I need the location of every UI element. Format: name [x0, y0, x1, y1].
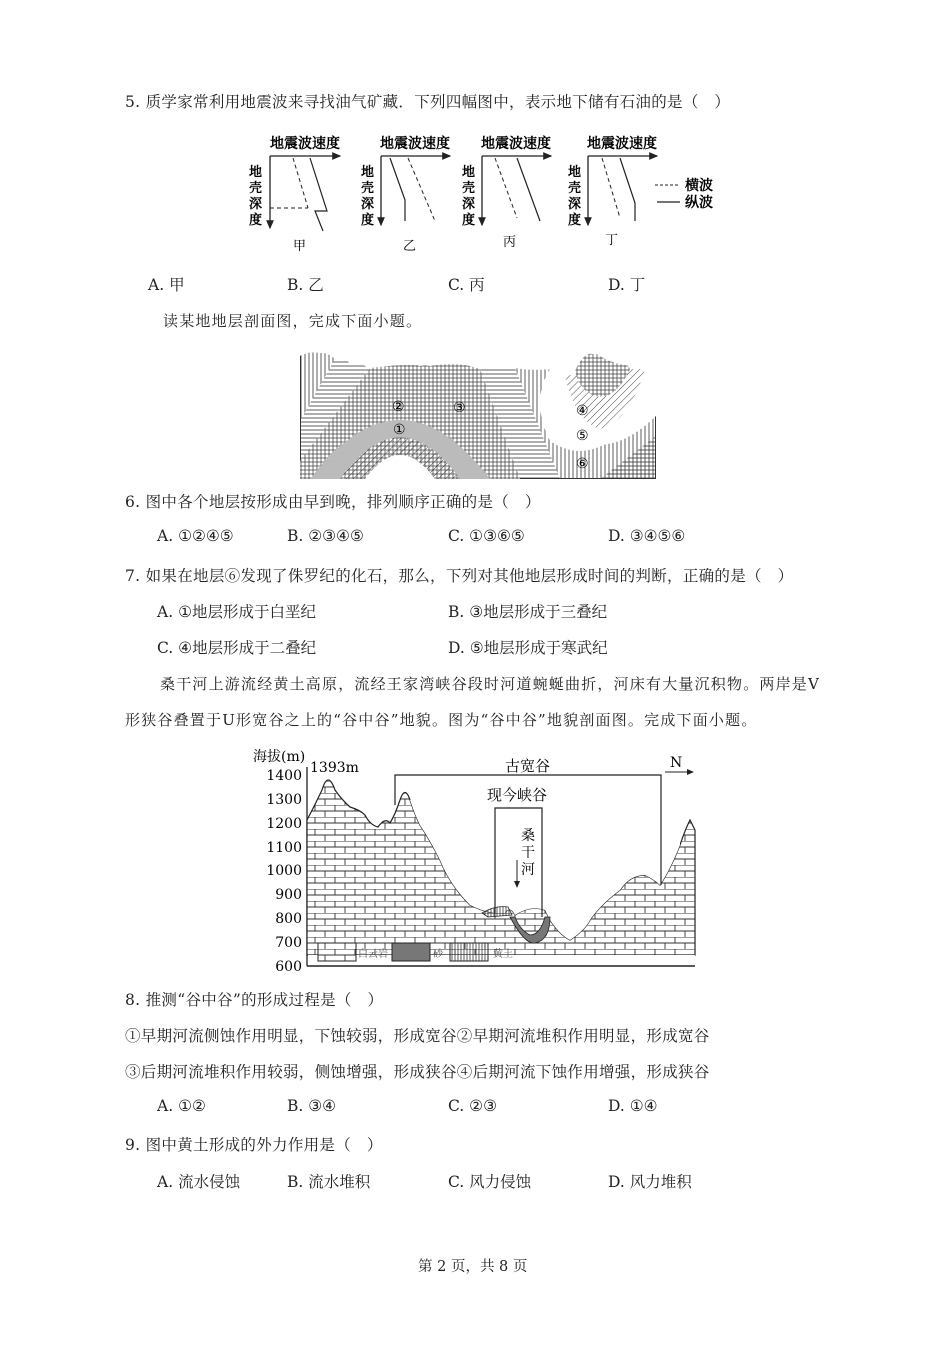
option-text: ①②: [178, 1097, 206, 1115]
svg-text:④: ④: [576, 403, 589, 419]
strata-intro: 读某地地层剖面图，完成下面小题。: [163, 312, 423, 330]
svg-text:地: 地: [361, 165, 375, 180]
option-text: ③④: [308, 1097, 337, 1115]
svg-text:现今峡谷: 现今峡谷: [487, 786, 548, 804]
svg-text:壳: 壳: [249, 181, 263, 196]
q7-option-c[interactable]: [157, 636, 316, 658]
svg-text:黄土: 黄土: [493, 949, 513, 960]
option-key: A.: [157, 1173, 174, 1191]
svg-text:1400: 1400: [266, 768, 302, 784]
q9-option-c[interactable]: [448, 1170, 531, 1192]
svg-text:丙: 丙: [503, 235, 517, 250]
panel-ding: [568, 135, 657, 248]
svg-text:地: 地: [568, 165, 582, 180]
svg-text:度: 度: [249, 213, 263, 228]
svg-text:深: 深: [361, 197, 375, 212]
svg-text:干: 干: [521, 845, 535, 861]
option-text: 乙: [308, 276, 324, 294]
option-key: B.: [287, 276, 304, 294]
svg-text:900: 900: [275, 887, 302, 903]
svg-text:桑: 桑: [521, 828, 535, 844]
svg-text:深: 深: [568, 197, 582, 212]
q6-option-b[interactable]: [287, 527, 364, 545]
strata-cross-section: [300, 341, 656, 479]
valley-legend: [318, 943, 513, 961]
question-9-stem: 9. 图中黄土形成的外力作用是（ ）: [125, 1136, 383, 1154]
q5-option-b[interactable]: [287, 273, 324, 295]
option-key: C.: [448, 527, 465, 545]
option-text: ①③⑥⑤: [469, 527, 525, 545]
valley-intro-line1: 桑干河上游流经黄土高原，流经王家湾峡谷段时河道蜿蜒曲折，河床有大量沉积物。两岸是V: [160, 675, 821, 693]
q6-option-d[interactable]: [608, 527, 685, 545]
y-tick-labels: [266, 768, 302, 975]
option-key: C.: [157, 639, 174, 657]
option-text: ③地层形成于三叠纪: [469, 603, 608, 621]
svg-text:1393m: 1393m: [310, 760, 359, 776]
question-6-stem: 6. 图中各个地层按形成由早到晚，排列顺序正确的是（ ）: [125, 493, 541, 511]
panel-bing: [462, 135, 551, 250]
q9-option-b[interactable]: [287, 1170, 370, 1192]
option-key: D.: [608, 527, 625, 545]
option-text: ②③: [469, 1097, 497, 1115]
svg-text:地震波速度: 地震波速度: [380, 136, 450, 152]
wave-legend: [655, 177, 713, 211]
q8-statements-line1: ①早期河流侧蚀作用明显，下蚀较弱，形成宽谷②早期河流堆积作用明显，形成宽谷: [125, 1027, 710, 1045]
option-text: 丙: [469, 276, 485, 294]
svg-text:度: 度: [361, 213, 375, 228]
svg-text:②: ②: [392, 399, 405, 415]
svg-text:N: N: [670, 755, 683, 771]
q9-option-d[interactable]: [608, 1170, 692, 1192]
svg-text:甲: 甲: [293, 239, 307, 254]
option-text: 流水侵蚀: [178, 1173, 241, 1191]
svg-text:600: 600: [275, 959, 302, 975]
option-text: 甲: [169, 276, 185, 294]
q6-option-a[interactable]: [157, 527, 234, 545]
option-key: A.: [148, 276, 165, 294]
svg-text:深: 深: [462, 197, 476, 212]
option-text: ①地层形成于白垩纪: [178, 603, 316, 621]
svg-text:横波: 横波: [685, 178, 713, 194]
question-7-stem: 7. 如果在地层⑥发现了侏罗纪的化石，那么，下列对其他地层形成时间的判断，正确的是（ ）: [125, 567, 794, 585]
svg-text:1100: 1100: [266, 840, 302, 856]
option-text: ③④⑤⑥: [629, 527, 686, 545]
svg-text:地震波速度: 地震波速度: [587, 136, 657, 152]
q9-option-a[interactable]: [157, 1170, 240, 1192]
option-text: 风力堆积: [629, 1173, 692, 1191]
svg-text:地震波速度: 地震波速度: [270, 136, 340, 152]
svg-text:海拔(m): 海拔(m): [253, 749, 306, 765]
q5-option-c[interactable]: [448, 273, 485, 295]
svg-text:丁: 丁: [605, 233, 619, 248]
panel-jia: [249, 135, 340, 254]
seismic-wave-diagram: [235, 128, 725, 258]
svg-text:⑥: ⑥: [576, 456, 589, 472]
option-key: C.: [448, 1173, 465, 1191]
q5-option-d[interactable]: [608, 273, 645, 295]
valley-profile-diagram: [250, 745, 710, 975]
option-text: ⑤地层形成于寒武纪: [469, 639, 608, 657]
page-footer: 第 2 页，共 8 页: [418, 1259, 528, 1275]
option-text: 丁: [629, 276, 646, 294]
option-key: A.: [157, 1097, 174, 1115]
question-5-stem: 5. 质学家常利用地震波来寻找油气矿藏．下列四幅图中，表示地下储有石油的是（ ）: [125, 93, 731, 111]
option-key: B.: [287, 1173, 304, 1191]
svg-text:地震波速度: 地震波速度: [481, 136, 551, 152]
option-key: A.: [157, 603, 174, 621]
option-key: B.: [287, 527, 304, 545]
svg-text:1300: 1300: [266, 792, 302, 808]
option-key: C.: [448, 276, 465, 294]
option-key: B.: [287, 1097, 304, 1115]
option-key: A.: [157, 527, 174, 545]
option-text: ①②④⑤: [178, 527, 234, 545]
q6-option-c[interactable]: [448, 527, 525, 545]
svg-text:壳: 壳: [568, 181, 582, 196]
svg-text:河: 河: [521, 862, 535, 878]
svg-text:壳: 壳: [361, 181, 375, 196]
option-text: 风力侵蚀: [469, 1173, 532, 1191]
svg-text:700: 700: [275, 935, 302, 951]
svg-text:白云岩: 白云岩: [358, 949, 388, 960]
option-key: B.: [448, 603, 465, 621]
option-text: ④地层形成于二叠纪: [178, 639, 317, 657]
q8-option-a[interactable]: [157, 1097, 206, 1115]
option-key: D.: [448, 639, 465, 657]
valley-intro-line2: 形狭谷叠置于U形宽谷之上的“谷中谷”地貌。图为“谷中谷”地貌剖面图。完成下面小题。: [125, 711, 758, 729]
svg-text:①: ①: [393, 422, 406, 438]
svg-text:800: 800: [275, 911, 302, 927]
svg-text:度: 度: [462, 213, 476, 228]
q8-option-d[interactable]: [608, 1097, 658, 1115]
q8-statements-line2: ③后期河流堆积作用较弱，侧蚀增强，形成狭谷④后期河流下蚀作用增强，形成狭谷: [125, 1063, 710, 1081]
svg-text:乙: 乙: [403, 239, 417, 254]
option-text: ②③④⑤: [308, 527, 364, 545]
svg-text:⑤: ⑤: [576, 428, 589, 444]
q5-option-a[interactable]: [148, 273, 185, 295]
q8-option-b[interactable]: [287, 1097, 336, 1115]
svg-text:纵波: 纵波: [685, 195, 713, 211]
svg-text:1000: 1000: [266, 863, 302, 879]
q7-option-a[interactable]: [157, 600, 316, 622]
svg-text:壳: 壳: [462, 181, 476, 196]
svg-text:地: 地: [462, 165, 476, 180]
svg-text:③: ③: [453, 400, 466, 416]
svg-text:砂: 砂: [433, 949, 443, 960]
option-key: D.: [608, 1173, 625, 1191]
q7-option-b[interactable]: [448, 600, 607, 622]
river-label: [521, 828, 535, 878]
option-key: C.: [448, 1097, 465, 1115]
question-8-stem: 8. 推测“谷中谷”的形成过程是（ ）: [125, 991, 384, 1009]
option-text: ①④: [629, 1097, 658, 1115]
svg-text:地: 地: [249, 165, 263, 180]
svg-text:深: 深: [249, 197, 263, 212]
option-key: D.: [608, 276, 625, 294]
option-text: 流水堆积: [308, 1173, 371, 1191]
panel-yi: [361, 135, 450, 254]
option-key: D.: [608, 1097, 625, 1115]
svg-text:古宽谷: 古宽谷: [505, 757, 551, 775]
q7-option-d[interactable]: [448, 636, 608, 658]
svg-text:1200: 1200: [266, 816, 302, 832]
q8-option-c[interactable]: [448, 1097, 497, 1115]
svg-text:度: 度: [568, 213, 582, 228]
